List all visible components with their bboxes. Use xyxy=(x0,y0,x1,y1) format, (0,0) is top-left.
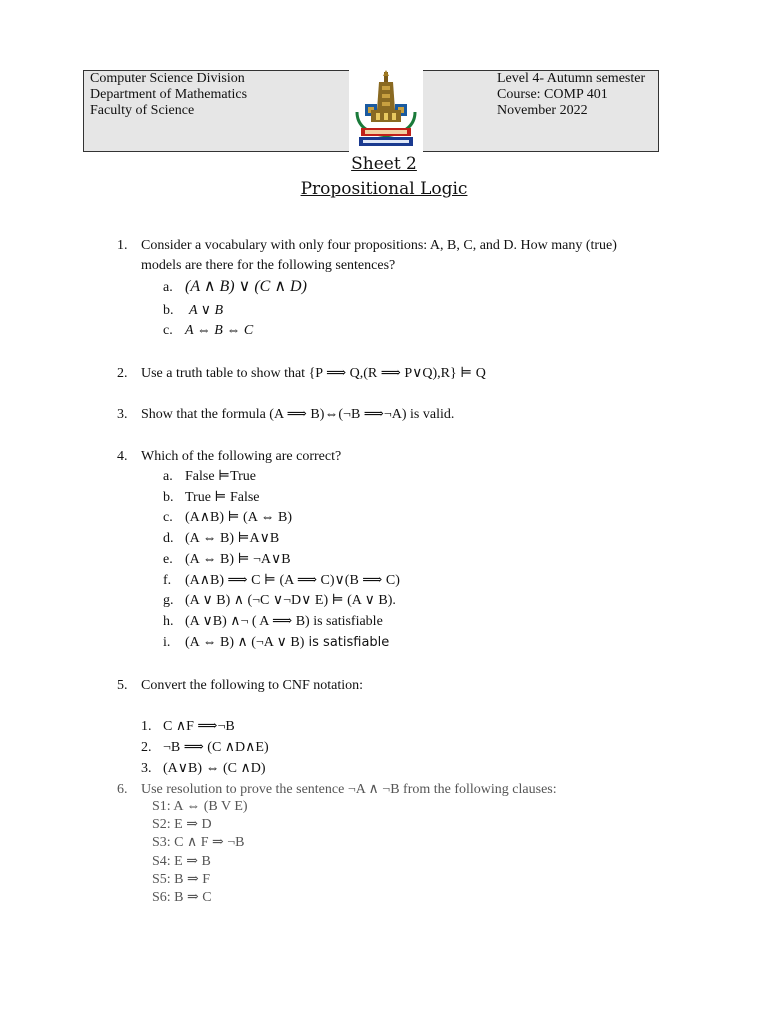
question-6 xyxy=(117,780,557,800)
item-label: d. xyxy=(163,531,174,547)
clause-s2: S2: E ⇒ D xyxy=(152,817,212,833)
item-expr: A ⇔ B ⇔ C xyxy=(185,323,254,338)
item-expr: (A∨B) ⇔ (C ∧D) xyxy=(163,761,266,776)
clause-s4: S4: E ⇒ B xyxy=(152,853,211,869)
item-label: 3. xyxy=(141,761,152,776)
item-expr: C ∧F ⟹¬B xyxy=(163,719,235,734)
level-line: Level 4- Autumn semester xyxy=(497,71,646,86)
question-number: 6. xyxy=(117,782,128,797)
item-expr: True ⊨ False xyxy=(185,489,260,505)
question-number: 1. xyxy=(117,238,128,253)
item-expr: (A ∧ B) ∨ (C ∧ D) xyxy=(185,278,307,295)
clause-s3: S3: C ∧ F ⇒ ¬B xyxy=(152,835,245,851)
q5-item-1 xyxy=(141,716,269,737)
clause-s5: S5: B ⇒ F xyxy=(152,871,211,887)
question-number: 2. xyxy=(117,366,128,381)
item-label: a. xyxy=(163,280,173,295)
university-crest-icon xyxy=(349,70,423,152)
item-label: b. xyxy=(163,303,174,318)
date-line: November 2022 xyxy=(497,103,588,118)
item-expr: A ∨ B xyxy=(189,303,224,318)
sheet-title: Sheet 2 xyxy=(351,154,417,174)
course-line: Course: COMP 401 xyxy=(497,87,608,102)
clause-s1: S1: A ⇔ (B V E) xyxy=(152,799,248,814)
department-line: Department of Mathematics xyxy=(90,87,248,102)
q4-item-e xyxy=(163,550,400,571)
question-text: Show that the formula (A ⟹ B)⇔(¬B ⟹¬A) is valid. xyxy=(141,407,455,422)
question-text: Consider a vocabulary with only four propositions: A, B, C, and D. How many (true) xyxy=(141,238,617,253)
item-expr: (A ⇔ B) ⊨ ¬A∨B xyxy=(185,551,291,567)
q1-item-b xyxy=(163,301,223,322)
item-expr: (A∧B) ⊨ (A ⇔ B) xyxy=(185,510,293,526)
q5-item-3 xyxy=(141,758,269,779)
item-label: b. xyxy=(163,489,174,505)
item-expr: (A∧B) ⟹ C ⊨ (A ⟹ C)∨(B ⟹ C) xyxy=(185,572,400,588)
question-text: Use resolution to prove the sentence ¬A ∧ ¬B from the following clauses: xyxy=(141,782,557,797)
q4-item-i xyxy=(163,633,400,654)
item-expr: False ⊨True xyxy=(185,469,257,484)
question-text: Convert the following to CNF notation: xyxy=(141,678,364,693)
header-right xyxy=(497,71,645,119)
q4-item-d xyxy=(163,529,400,550)
item-expr: (A ∨B) ∧¬ ( A ⟹ B) is satisfiable xyxy=(185,613,383,629)
item-expr: ¬B ⟹ (C ∧D∧E) xyxy=(163,740,269,755)
item-label: 1. xyxy=(141,719,152,734)
question-number: 4. xyxy=(117,449,128,464)
question-3 xyxy=(117,405,454,425)
item-label: h. xyxy=(163,613,174,629)
question-text-cont: models are there for the following sentences? xyxy=(141,258,396,273)
question-1 xyxy=(117,236,617,276)
division-line: Computer Science Division xyxy=(90,71,245,86)
item-label: a. xyxy=(163,469,173,484)
item-label: c. xyxy=(163,510,173,526)
topic-title: Propositional Logic xyxy=(300,179,468,199)
question-text: Use a truth table to show that {P ⟹ Q,(R ⟹ P∨Q),R} ⊨ Q xyxy=(141,366,486,381)
q1-item-a xyxy=(163,277,307,299)
item-label: c. xyxy=(163,323,173,338)
clause-s6: S6: B ⇒ C xyxy=(152,890,212,906)
item-label: 2. xyxy=(141,740,152,755)
item-label: f. xyxy=(163,572,172,588)
q1-item-c xyxy=(163,321,253,342)
header-left xyxy=(90,71,247,119)
title-block xyxy=(0,152,768,202)
q5-items xyxy=(141,716,269,779)
q4-item-g xyxy=(163,591,400,612)
q4-items xyxy=(163,467,400,653)
faculty-line: Faculty of Science xyxy=(90,103,195,118)
q4-item-a xyxy=(163,467,400,488)
q4-item-h xyxy=(163,612,400,633)
q5-item-2 xyxy=(141,737,269,758)
item-expr: (A ∨ B) ∧ (¬C ∨¬D∨ E) ⊨ (A ∨ B). xyxy=(185,593,396,609)
q4-item-c xyxy=(163,508,400,529)
q6-clauses xyxy=(152,798,248,907)
question-5 xyxy=(117,676,363,696)
q4-item-f xyxy=(163,571,400,592)
question-text: Which of the following are correct? xyxy=(141,449,342,464)
question-number: 5. xyxy=(117,678,128,693)
header-box xyxy=(83,70,659,152)
question-number: 3. xyxy=(117,407,128,422)
item-label: e. xyxy=(163,551,173,567)
item-expr: (A ⇔ B) ⊨A∨B xyxy=(185,531,280,547)
question-4 xyxy=(117,447,341,467)
item-tail: is satisfiable xyxy=(304,634,390,650)
item-label: g. xyxy=(163,593,174,609)
item-expr: (A ⇔ B) ∧ (¬A ∨ B) xyxy=(185,634,305,650)
item-label: i. xyxy=(163,634,171,650)
question-2 xyxy=(117,364,486,384)
q4-item-b xyxy=(163,488,400,509)
